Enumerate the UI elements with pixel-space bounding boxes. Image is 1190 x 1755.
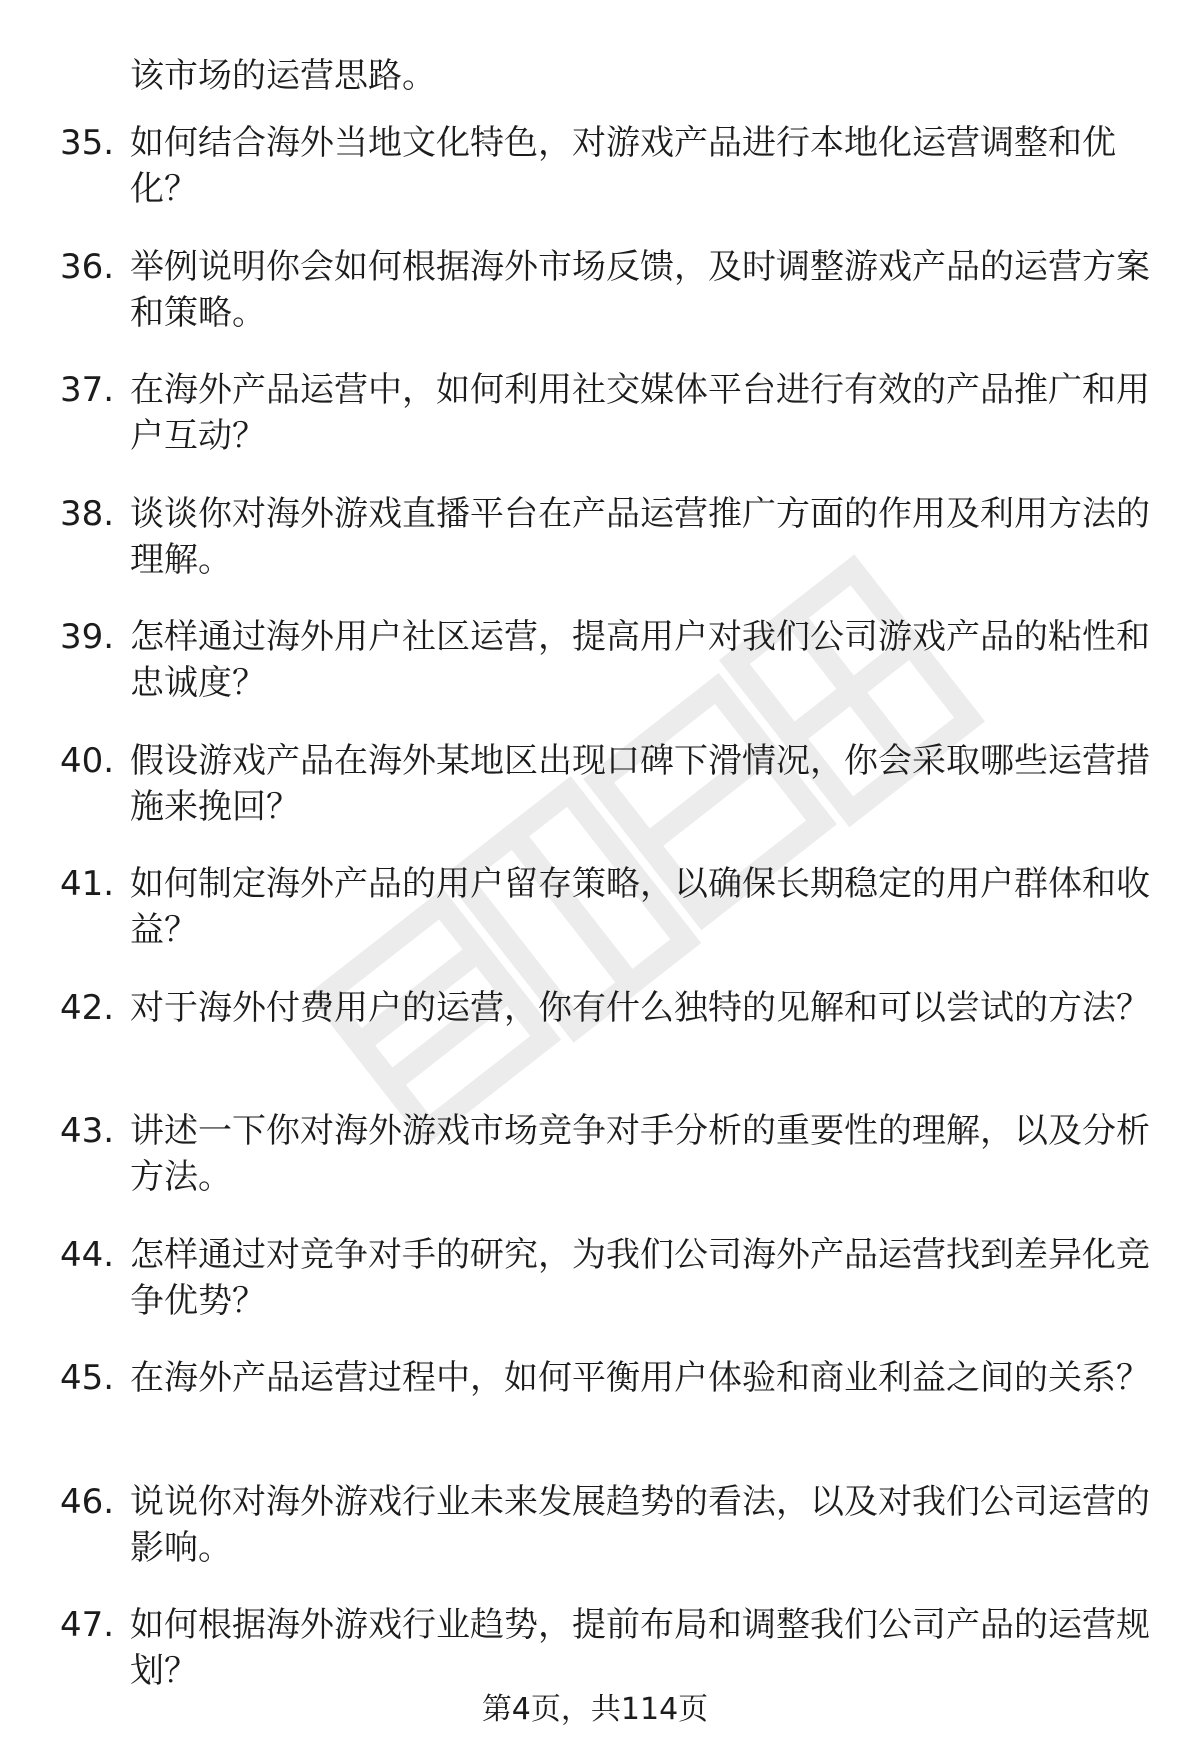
question-item (0, 120, 1190, 244)
question-text: 说说你对海外游戏行业未来发展趋势的看法，以及对我们公司运营的影响。 (130, 1481, 1150, 1568)
question-item (0, 244, 1190, 368)
question-number: 40. (60, 740, 115, 781)
question-item (0, 861, 1190, 985)
question-number: 35. (60, 123, 115, 163)
question-item (0, 738, 1190, 862)
question-text: 在海外产品运营中，如何利用社交媒体平台进行有效的产品推广和用户互动？ (130, 370, 1150, 456)
question-text: 举例说明你会如何根据海外市场反馈，及时调整游戏产品的运营方案和策略。 (130, 246, 1150, 333)
question-number: 42. (60, 987, 115, 1028)
question-item (0, 367, 1190, 491)
question-text: 怎样通过对竞争对手的研究，为我们公司海外产品运营找到差异化竞争优势？ (130, 1234, 1150, 1321)
question-text: 如何结合海外当地文化特色，对游戏产品进行本地化运营调整和优化？ (130, 123, 1116, 209)
question-number: 43. (60, 1111, 115, 1151)
question-item (0, 1355, 1190, 1479)
question-item (0, 614, 1190, 738)
question-number: 46. (60, 1481, 115, 1522)
question-item (0, 1479, 1190, 1603)
question-text: 假设游戏产品在海外某地区出现口碑下滑情况，你会采取哪些运营措施来挽回？ (130, 740, 1150, 827)
question-text: 对于海外付费用户的运营，你有什么独特的见解和可以尝试的方法？ (130, 987, 1150, 1028)
question-list (0, 120, 1190, 1726)
question-number: 39. (60, 617, 115, 657)
question-number: 44. (60, 1234, 115, 1275)
question-number: 36. (60, 246, 115, 287)
question-text: 如何根据海外游戏行业趋势，提前布局和调整我们公司产品的运营规划？ (130, 1605, 1150, 1691)
question-text: 讲述一下你对海外游戏市场竞争对手分析的重要性的理解，以及分析方法。 (130, 1111, 1150, 1197)
question-text: 如何制定海外产品的用户留存策略，以确保长期稳定的用户群体和收益？ (130, 864, 1150, 950)
continuation-text: 该市场的运营思路。 (130, 56, 436, 96)
question-text: 在海外产品运营过程中，如何平衡用户体验和商业利益之间的关系？ (130, 1358, 1150, 1398)
question-item (0, 1108, 1190, 1232)
page-footer: 第4页，共114页 (481, 1692, 709, 1727)
question-number: 38. (60, 493, 115, 534)
question-text: 怎样通过海外用户社区运营，提高用户对我们公司游戏产品的粘性和忠诚度？ (130, 617, 1150, 703)
question-number: 47. (60, 1605, 115, 1645)
question-number: 45. (60, 1358, 115, 1398)
question-text: 谈谈你对海外游戏直播平台在产品运营推广方面的作用及利用方法的理解。 (130, 493, 1150, 580)
question-item (0, 985, 1190, 1109)
question-item (0, 491, 1190, 615)
question-item (0, 1232, 1190, 1356)
question-number: 41. (60, 864, 115, 904)
question-number: 37. (60, 370, 115, 410)
